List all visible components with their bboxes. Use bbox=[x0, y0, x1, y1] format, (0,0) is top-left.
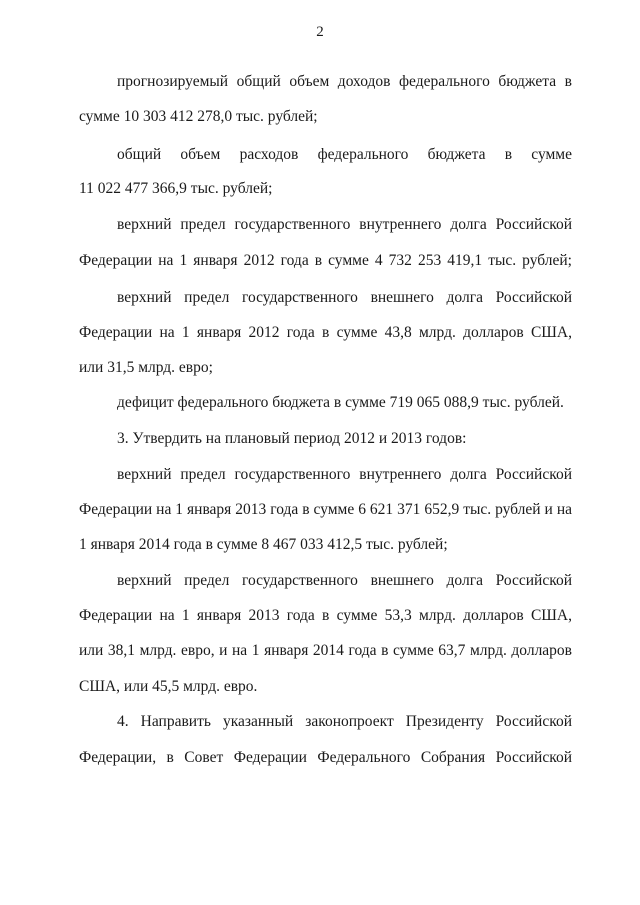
text-line: 11 022 477 366,9 тыс. рублей; bbox=[79, 180, 273, 197]
text-line: 4. Направить указанный законопроект Президенту Российской bbox=[117, 713, 572, 730]
text-line: общий объем расходов федерального бюджета в сумме bbox=[117, 146, 572, 163]
text-line: дефицит федерального бюджета в сумме 719 065 088,9 тыс. рублей. bbox=[117, 394, 564, 411]
text-line: верхний предел государственного внешнего долга Российской bbox=[117, 572, 572, 589]
text-line: сумме 10 303 412 278,0 тыс. рублей; bbox=[79, 108, 318, 125]
text-line: 1 января 2014 года в сумме 8 467 033 412,5 тыс. рублей; bbox=[79, 536, 448, 553]
text-line: верхний предел государственного внутреннего долга Российской bbox=[117, 216, 572, 233]
page-number: 2 bbox=[316, 24, 324, 40]
text-line: Федерации на 1 января 2012 года в сумме 4 732 253 419,1 тыс. рублей; bbox=[79, 252, 572, 269]
text-line: Федерации на 1 января 2013 года в сумме 6 621 371 652,9 тыс. рублей и на bbox=[79, 501, 572, 518]
text-line: США, или 45,5 млрд. евро. bbox=[79, 678, 258, 695]
text-line: Федерации на 1 января 2013 года в сумме 53,3 млрд. долларов США, bbox=[79, 607, 572, 624]
text-line: или 38,1 млрд. евро, и на 1 января 2014 года в сумме 63,7 млрд. долларов bbox=[79, 642, 572, 659]
text-line: или 31,5 млрд. евро; bbox=[79, 359, 213, 376]
text-line: верхний предел государственного внутреннего долга Российской bbox=[117, 466, 572, 483]
text-line: верхний предел государственного внешнего долга Российской bbox=[117, 289, 572, 306]
text-line: Федерации, в Совет Федерации Федерального Собрания Российской bbox=[79, 749, 572, 766]
text-line: 3. Утвердить на плановый период 2012 и 2013 годов: bbox=[117, 430, 467, 447]
text-line: прогнозируемый общий объем доходов федерального бюджета в bbox=[117, 73, 572, 90]
text-line: Федерации на 1 января 2012 года в сумме 43,8 млрд. долларов США, bbox=[79, 324, 572, 341]
